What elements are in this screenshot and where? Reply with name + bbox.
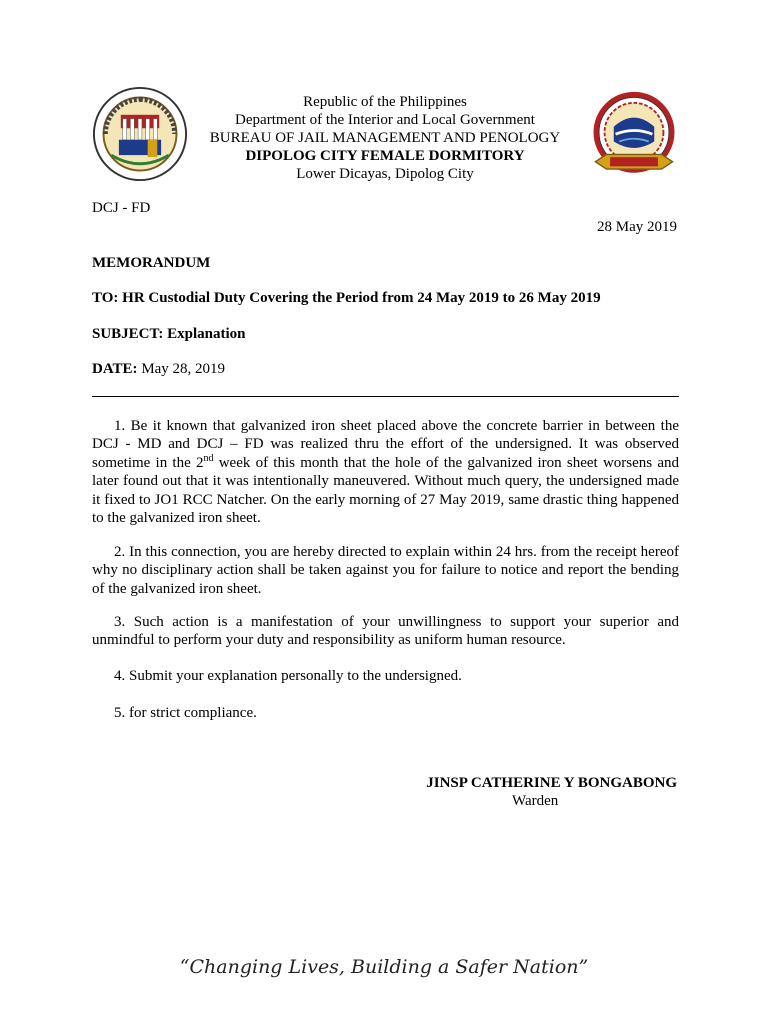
paragraph-5 [92,704,679,722]
reference-code: DCJ - FD [92,200,151,216]
signer-title: Warden [512,793,559,809]
paragraph-1-text-b: week of this month that the hole of the galvanized iron sheet worsens and later found out that it was intentionally maneuvered. Without much query, the undersigned made it fixed to JO1 RCC Natcher. On the early morning of 27 May 2019, same drastic thing happened to the galvanized iron sheet. [92,454,679,527]
memo-date: 28 May 2019 [597,219,677,235]
memo-to-label: TO [92,290,114,306]
divider [92,396,679,397]
memo-date-label: DATE: [92,361,138,377]
paragraph-5-text: 5. for strict compliance. [114,705,257,721]
paragraph-3 [92,613,679,650]
footer-motto: “Changing Lives, Building a Safer Nation” [179,956,589,978]
paragraph-2 [92,543,679,598]
memo-date-value: May 28, 2019 [137,361,226,377]
dipolog-city-seal-icon [588,88,680,184]
paragraph-4 [92,667,679,685]
paragraph-1-text-a: 1. Be it known that galvanized iron sheet placed above the concrete barrier in between the DCJ - MD and DCJ – FD was realized thru the effort of the undersigned. It was observed sometime in the 2 [92,418,679,471]
memo-title: MEMORANDUM [92,255,211,271]
paragraph-3-text: 3. Such action is a manifestation of your unwillingness to support your superior and unmindful to perform your duty and responsibility as uniform human resource. [92,614,679,649]
signer-name: JINSP CATHERINE Y BONGABONG [426,775,677,791]
letterhead-line-1: Republic of the Philippines [303,94,467,110]
memo-to-value: : HR Custodial Duty Covering the Period from 24 May 2019 to 26 May 2019 [113,290,601,306]
letterhead-line-2: Department of the Interior and Local Government [235,112,535,128]
paragraph-1 [92,417,679,527]
letterhead [200,93,570,183]
paragraph-1-superscript: nd [203,452,214,464]
memo-subject: SUBJECT: Explanation [92,326,246,342]
letterhead-office: DIPOLOG CITY FEMALE DORMITORY [245,148,525,164]
letterhead-line-3: BUREAU OF JAIL MANAGEMENT AND PENOLOGY [209,130,561,146]
memo-to [92,290,601,307]
paragraph-4-text: 4. Submit your explanation personally to the undersigned. [114,668,462,684]
memo-date-line [92,361,225,378]
bjmp-seal-icon [92,86,188,182]
paragraph-2-text: 2. In this connection, you are hereby directed to explain within 24 hrs. from the receipt hereof why no disciplinary action shall be taken against you for failure to notice and report the bending of the galvanized iron sheet. [92,544,679,597]
letterhead-address: Lower Dicayas, Dipolog City [296,166,474,182]
